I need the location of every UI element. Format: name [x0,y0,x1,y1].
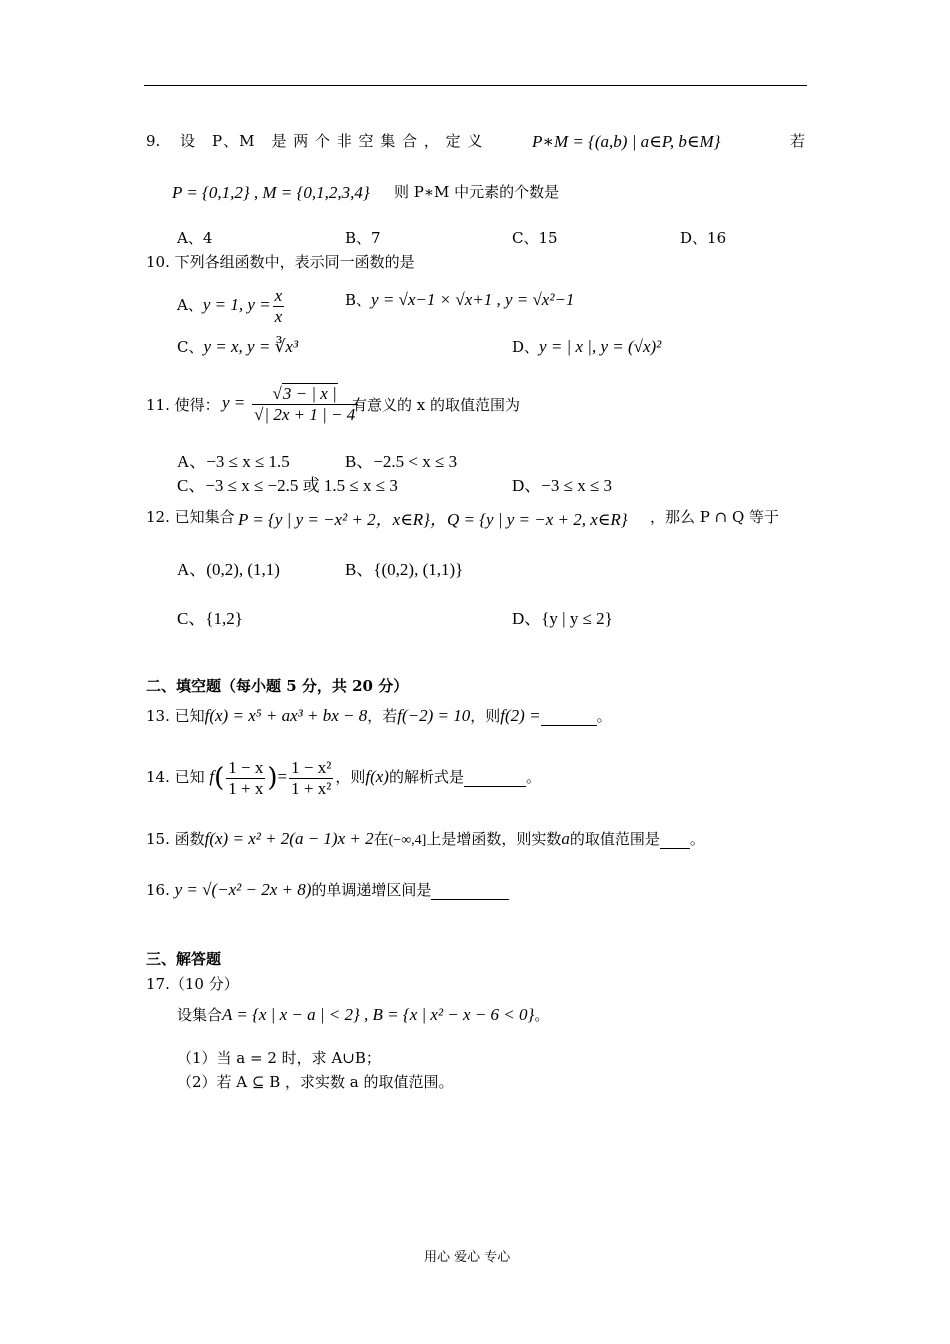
q10-b-expr: y = √x−1 × √x+1 , y = √x²−1 [371,290,575,309]
q9-option-d: D、16 [680,229,727,247]
q9-stem: 设 P、M 是 两 个 非 空 集 合 ， 定 义 [180,132,484,150]
q9-definition: P∗M = {(a,b) | a∈P, b∈M} [532,132,721,151]
q11-option-a: A、−3 ≤ x ≤ 1.5 [177,452,290,471]
q10-d-expr: y = | x |, y = (√x)² [539,337,662,356]
q9-option-c: C、15 [512,229,558,247]
q12-option-c: C、{1,2} [177,609,243,628]
section-solve-heading: 三、解答题 [146,950,222,968]
q14-tail: 的解析式是 [388,768,464,787]
q16-expr: y = √(−x² − 2x + 8) [174,880,312,899]
q9-given-sets: P = {0,1,2} , M = {0,1,2,3,4} [172,183,370,202]
q14-paren-close: ) [267,763,278,794]
page-footer: 用心 爱心 专心 [424,1250,511,1265]
q13-expr: f(x) = x⁵ + ax³ + bx − 8 [204,706,368,725]
q11-option-c: C、−3 ≤ x ≤ −2.5 或 1.5 ≤ x ≤ 3 [177,476,398,495]
q12-sets: P = {y | y = −x² + 2，x∈R}，Q = {y | y = −x + 2, x∈R} [238,510,628,529]
header-rule [144,85,807,86]
q10-c-expr: y = x, y = ∛x³ [203,337,299,356]
q11-option-b: B、−2.5 < x ≤ 3 [345,452,458,471]
q10-a-numerator: x [274,286,283,305]
q11-option-d: D、−3 ≤ x ≤ 3 [512,476,613,495]
q15-answer-blank [660,830,690,849]
q14-paren-open: ( [214,763,225,794]
q13-pre: 13. 已知 [146,707,205,725]
q11-numerator: √3 − | x | [272,384,337,403]
q10-d-label: D、 [512,338,540,356]
q17-number: 17.（10 分） [146,975,239,993]
q14-fraction-2 [289,758,333,798]
q17-stem [177,1005,549,1025]
q15-zai: 在 [373,830,389,848]
q13-mid2: ，则 [470,707,501,725]
q14-denominator-2: 1 + x² [291,778,332,798]
q10-b-label: B、 [345,291,372,309]
q13-mid1: ，若 [367,707,398,725]
q10-option-b [345,290,574,310]
q14: 14. 已知 f( $\frac{1 - x}{1 + x}$ )= $\frac{\text{1 − x²}}{\text{1 + x²}}$ ，则f(x)的解析式是 。 [146,758,541,798]
q10-c-label: C、 [177,338,204,356]
q10-option-c [177,337,298,357]
q11-denominator: √| 2x + 1 | − 4 [252,404,358,425]
q11-fraction [252,384,358,424]
section-fill-in-heading: 二、填空题（每小题 5 分，共 20 分） [146,677,409,695]
q13-answer-blank [541,707,597,726]
q12-option-b: B、{(0,2), (1,1)} [345,560,464,579]
q9-option-b: B、7 [345,229,381,247]
q12-stem-pre: 12. 已知集合 [146,508,235,526]
q10-option-d [512,337,661,357]
q14-fx: f(x) [365,767,389,787]
q10-a-label: A、 [177,296,203,315]
q17-stem-pre: 设集合 [177,1006,223,1024]
q14-mid: ，则 [335,768,366,787]
q17-part-1: （1）当 a = 2 时，求 A∪B； [177,1049,381,1067]
q17-stem-expr: A = {x | x − a | < 2} , B = {x | x² − x − 6 < 0} [222,1005,535,1024]
q13 [146,706,612,726]
q16-tail: 的单调递增区间是 [311,881,432,899]
q10-a-expr: y = 1, y = [202,295,271,315]
q13-end: 。 [596,707,612,725]
q15-a: a [561,829,570,848]
q9-ruo: 若 [790,132,806,150]
q11-lhs: y = [222,393,246,413]
q11-denominator-text: | 2x + 1 | − 4 [264,404,356,424]
q11-number: 11. 使得： [146,396,220,414]
q14-end: 。 [525,768,541,787]
q14-pre: 14. 已知 [146,768,205,787]
q15-tail2: 的取值范围是 [569,830,660,848]
q16-answer-blank [431,881,509,900]
q17-part-2: （2）若 A ⊆ B ，求实数 a 的取值范围。 [177,1073,454,1091]
q11-expression [222,384,360,424]
q10-stem: 10. 下列各组函数中，表示同一函数的是 [146,253,415,271]
q13-cond: f(−2) = 10 [397,706,471,725]
q16 [146,880,509,900]
q14-f: f [209,767,215,787]
q14-numerator-1: 1 − x [228,758,264,777]
q9-tail: 则 P∗M 中元素的个数是 [394,183,560,201]
q10-a-denominator: x [274,306,283,326]
q9-option-a: A、4 [177,229,213,247]
q12-option-a: A、(0,2), (1,1) [177,560,280,579]
q15-expr: f(x) = x² + 2(a − 1)x + 2 [204,829,374,848]
q16-number: 16. [146,881,170,899]
q9-number: 9. [146,132,161,150]
q14-denominator-1: 1 + x [228,778,264,798]
q14-answer-blank [464,768,526,787]
q12-option-d: D、{y | y ≤ 2} [512,609,613,628]
q14-fraction-1 [226,758,265,798]
q14-numerator-2: 1 − x² [291,758,332,777]
q11-tail: 有意义的 x 的取值范围为 [352,396,520,414]
q17-stem-end: 。 [534,1006,550,1024]
q12-stem-post: ，那么 P ∩ Q 等于 [650,508,780,526]
q13-ask: f(2) = [500,706,541,725]
q15-interval: (−∞,4] [388,833,427,848]
q10-a-fraction [273,286,285,326]
q11-numerator-text: 3 − | x | [282,384,337,403]
q10-option-a [177,286,286,326]
q15 [146,829,705,850]
q15-tail: 上是增函数，则实数 [426,830,562,848]
q15-end: 。 [689,830,705,848]
q15-pre: 15. 函数 [146,830,205,848]
